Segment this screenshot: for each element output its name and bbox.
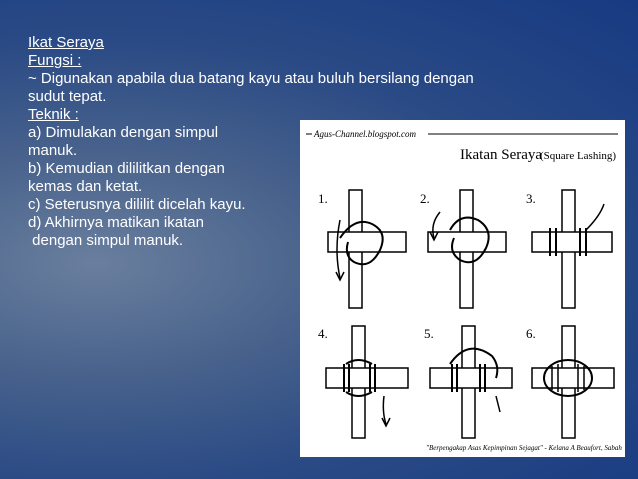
step-number: 6. [526, 326, 536, 341]
teknik-heading: Teknik : [28, 106, 79, 123]
horizontal-pole [326, 368, 408, 388]
panel-6 [526, 326, 614, 438]
lashing-diagram-svg [300, 120, 625, 457]
step-line: a) Dimulakan dengan simpul [28, 124, 219, 141]
step-number: 5. [424, 326, 434, 341]
panel-1 [318, 190, 406, 308]
step-number: 3. [526, 191, 536, 206]
panel-3 [526, 190, 612, 308]
horizontal-pole [328, 232, 406, 252]
arrow [496, 396, 500, 412]
figure-heading: Ikatan Seraya [460, 147, 543, 163]
panel-4 [318, 326, 408, 438]
figure-subheading: (Square Lashing) [540, 150, 617, 162]
horizontal-pole [532, 232, 612, 252]
step-line: c) Seterusnya dililit dicelah kayu. [28, 196, 246, 213]
rope-end [586, 204, 604, 230]
lashing-diagram [300, 120, 625, 457]
step-number: 1. [318, 191, 328, 206]
step-line: kemas dan ketat. [28, 178, 143, 195]
step-number: 2. [420, 191, 430, 206]
fungsi-line-1: ~ Digunakan apabila dua batang kayu atau buluh bersilang dengan [28, 70, 474, 87]
panel-2 [420, 190, 506, 308]
step-line: manuk. [28, 142, 78, 159]
step-line: b) Kemudian dililitkan dengan [28, 160, 225, 177]
fungsi-heading: Fungsi : [28, 52, 82, 69]
figure-caption: "Berpengakap Asas Kepimpinan Sejagat" - Kelana A Beaufort, Sabah [426, 444, 622, 452]
fungsi-line-2: sudut tepat. [28, 88, 107, 105]
horizontal-pole [430, 368, 512, 388]
step-line: dengan simpul manuk. [28, 232, 184, 249]
step-line: d) Akhirnya matikan ikatan [28, 214, 204, 231]
slide-title: Ikat Seraya [28, 34, 104, 51]
step-number: 4. [318, 326, 328, 341]
panel-5 [424, 326, 512, 438]
watermark-text: Agus-Channel.blogspot.com [314, 129, 416, 139]
horizontal-pole [428, 232, 506, 252]
